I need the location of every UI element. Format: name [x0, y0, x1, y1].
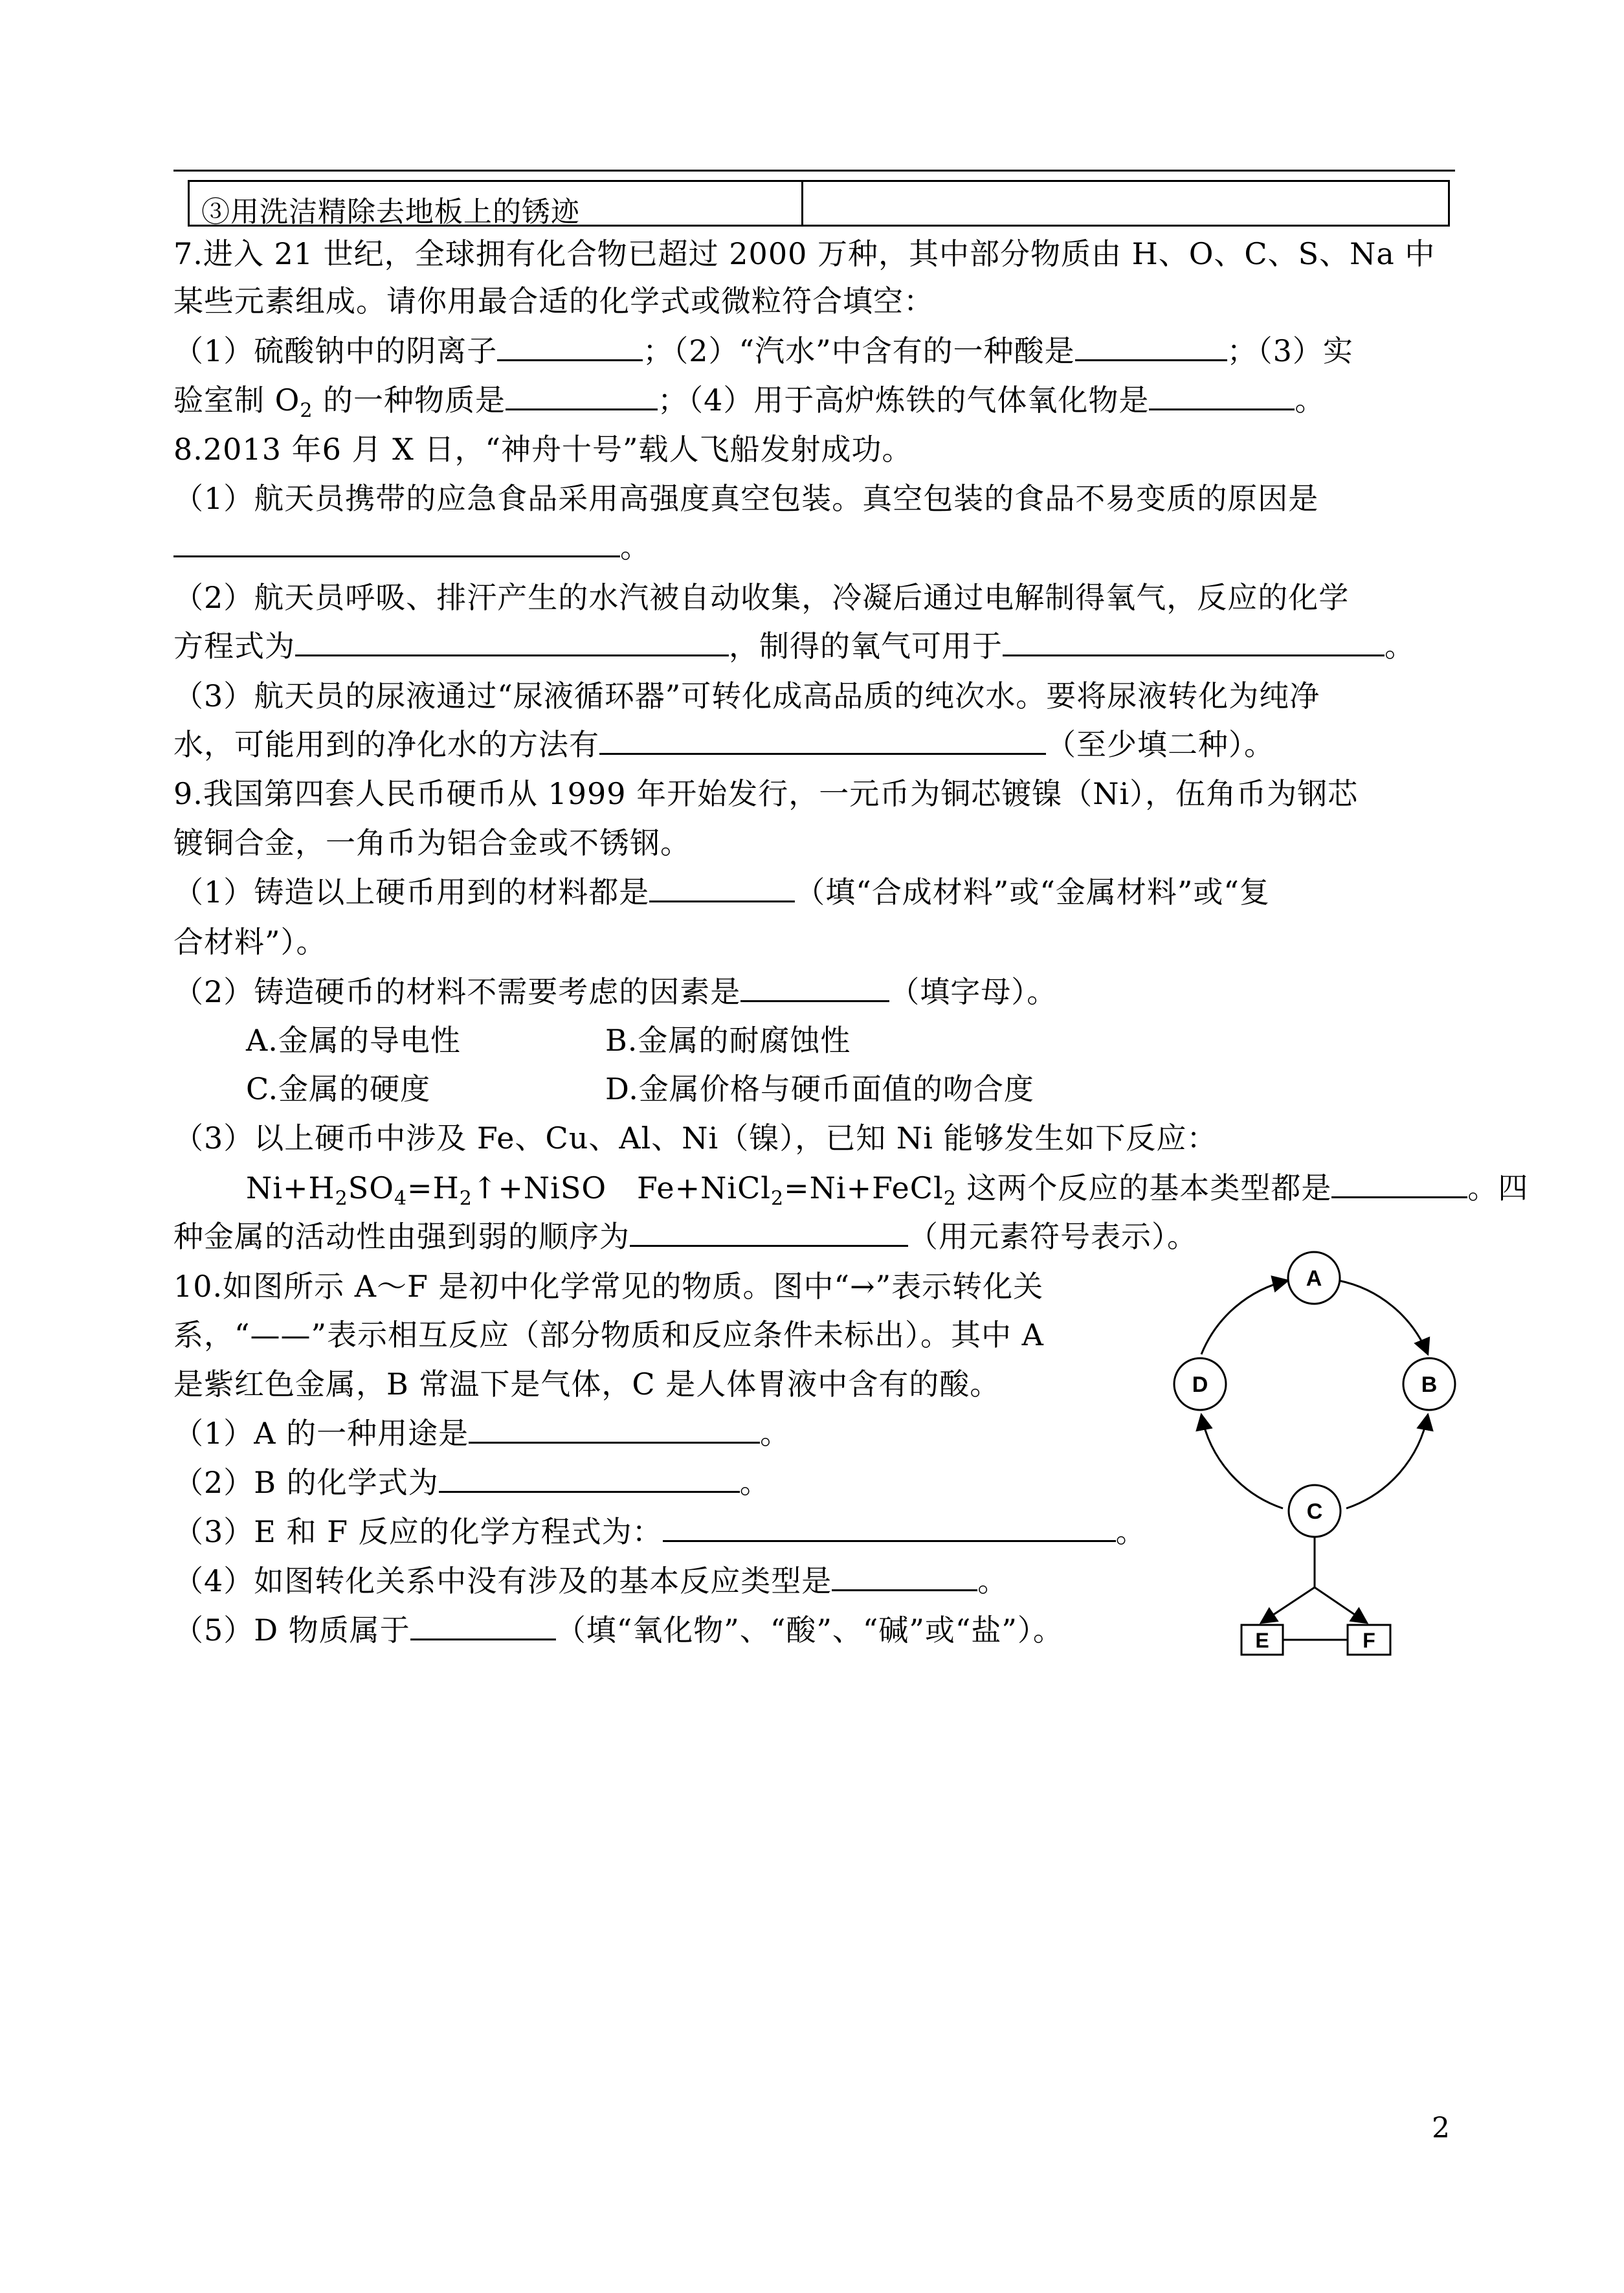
- q8-line3: 。: [173, 528, 651, 566]
- blank-10-3[interactable]: [663, 1513, 1116, 1542]
- arrow-c-to-d: [1201, 1415, 1283, 1508]
- arrow-c-to-b: [1346, 1415, 1428, 1508]
- q9-line2: 镀铜合金，一角币为铝合金或不锈钢。: [173, 825, 691, 860]
- blank-7-3[interactable]: [506, 381, 658, 410]
- q7-line4: 验室制 $O_2$ 的一种物质是 ；（4）用于高炉炼铁的气体氧化物是 。: [173, 383, 1326, 422]
- node-c: [1289, 1485, 1340, 1537]
- answer-table-row: [188, 180, 1450, 227]
- q8-line6: （3）航天员的尿液通过“尿液循环器”可转化成高品质的纯次水。要将尿液转化为纯净: [173, 678, 1320, 713]
- node-a-label: A: [1306, 1266, 1322, 1291]
- node-d-label: D: [1192, 1372, 1208, 1397]
- node-e-label: E: [1255, 1629, 1269, 1652]
- q9-line4: 合材料”）。: [173, 924, 327, 959]
- blank-9-1[interactable]: [649, 873, 795, 902]
- q10-line4: （1）A 的一种用途是 。: [173, 1416, 791, 1451]
- q9-line1: 9.我国第四套人民币硬币从 1999 年开始发行，一元币为铜芯镀镍（Ni），伍角币为钢芯: [173, 776, 1359, 811]
- blank-7-4[interactable]: [1149, 381, 1295, 410]
- arrow-c-to-f: [1315, 1587, 1367, 1623]
- q8-line1: 8.2013 年6 月 X 日，“神舟十号”载人飞船发射成功。: [173, 432, 913, 467]
- blank-10-5[interactable]: [410, 1611, 556, 1640]
- blank-10-2[interactable]: [439, 1464, 740, 1493]
- q9-line3: （1）铸造以上硬币用到的材料都是 （填“合成材料”或“金属材料”或“复: [173, 875, 1270, 910]
- q9-equations: $Ni+H_2SO_4=H_2↑+NiSO$ Fe+NiCl$_2$=Ni+FeCl$_2$ 这两个反应的基本类型都是 。四: [246, 1170, 1529, 1210]
- header-rule: [173, 170, 1455, 172]
- q9-option-d: D.金属价格与硬币面值的吻合度: [605, 1071, 1034, 1106]
- q9-line8: （3）以上硬币中涉及 Fe、Cu、Al、Ni（镍），已知 Ni 能够发生如下反应：: [173, 1121, 1218, 1156]
- node-e: [1241, 1625, 1283, 1655]
- blank-10-1[interactable]: [469, 1415, 760, 1444]
- blank-7-2[interactable]: [1075, 332, 1227, 361]
- node-b-label: B: [1421, 1372, 1438, 1397]
- blank-8-1[interactable]: [173, 528, 620, 557]
- arrow-d-to-a: [1201, 1281, 1288, 1354]
- node-d: [1174, 1358, 1226, 1410]
- blank-10-4[interactable]: [832, 1562, 977, 1591]
- q9-option-a: A.金属的导电性: [246, 1023, 461, 1058]
- table-cell-text: ③用洗洁精除去地板上的锈迹: [201, 196, 580, 229]
- node-f-label: F: [1363, 1629, 1375, 1652]
- q8-line5: 方程式为 ，制得的氧气可用于 。: [173, 629, 1415, 664]
- q10-line6: （3）E 和 F 反应的化学方程式为： 。: [173, 1514, 1146, 1549]
- q10-line8: （5）D 物质属于 （填“氧化物”、“酸”、“碱”或“盐”）。: [173, 1613, 1063, 1648]
- q10-line3: 是紫红色金属，B 常温下是气体，C 是人体胃液中含有的酸。: [173, 1367, 1001, 1402]
- q9-option-c: C.金属的硬度: [246, 1071, 431, 1106]
- q9-option-b: B.金属的耐腐蚀性: [605, 1023, 851, 1058]
- q7-line2: 某些元素组成。请你用最合适的化学式或微粒符合填空：: [173, 284, 934, 319]
- blank-8-4[interactable]: [599, 726, 1046, 755]
- q7-line3: （1）硫酸钠中的阴离子 ；（2）“汽水”中含有的一种酸是 ；（3）实: [173, 333, 1353, 368]
- blank-9-3[interactable]: [1331, 1169, 1467, 1198]
- q8-line7: 水，可能用到的净化水的方法有 （至少填二种）。: [173, 727, 1274, 762]
- substance-relationship-diagram: [1159, 1249, 1482, 1670]
- node-a: [1288, 1252, 1340, 1304]
- node-f: [1348, 1625, 1390, 1655]
- q10-line1: 10.如图所示 A～F 是初中化学常见的物质。图中“→”表示转化关: [173, 1269, 1044, 1304]
- q8-line4: （2）航天员呼吸、排汗产生的水汽被自动收集，冷凝后通过电解制得氧气，反应的化学: [173, 580, 1350, 615]
- q10-line5: （2）B 的化学式为 。: [173, 1465, 770, 1500]
- q9-line5: （2）铸造硬币的材料不需要考虑的因素是 （填字母）。: [173, 974, 1058, 1009]
- table-cell-left: [190, 182, 803, 229]
- page-number: 2: [1432, 2112, 1450, 2145]
- q7-line1: 7.进入 21 世纪，全球拥有化合物已超过 2000 万种，其中部分物质由 H、O、C、S、Na 中: [173, 236, 1436, 271]
- q10-line2: 系，“——”表示相互反应（部分物质和反应条件未标出）。其中 A: [173, 1317, 1044, 1352]
- blank-7-1[interactable]: [497, 332, 643, 361]
- blank-9-2[interactable]: [740, 973, 889, 1002]
- q10-line7: （4）如图转化关系中没有涉及的基本反应类型是 。: [173, 1563, 1008, 1598]
- node-c-label: C: [1306, 1499, 1323, 1524]
- q9-line10: 种金属的活动性由强到弱的顺序为 （用元素符号表示）。: [173, 1219, 1197, 1254]
- q8-line2: （1）航天员携带的应急食品采用高强度真空包装。真空包装的食品不易变质的原因是: [173, 481, 1319, 516]
- blank-9-4[interactable]: [630, 1218, 908, 1247]
- node-b: [1403, 1358, 1455, 1410]
- arrow-c-to-e: [1261, 1587, 1315, 1623]
- blank-8-3[interactable]: [1003, 627, 1385, 656]
- arrow-b-to-a: [1339, 1281, 1428, 1354]
- blank-8-2[interactable]: [295, 627, 729, 656]
